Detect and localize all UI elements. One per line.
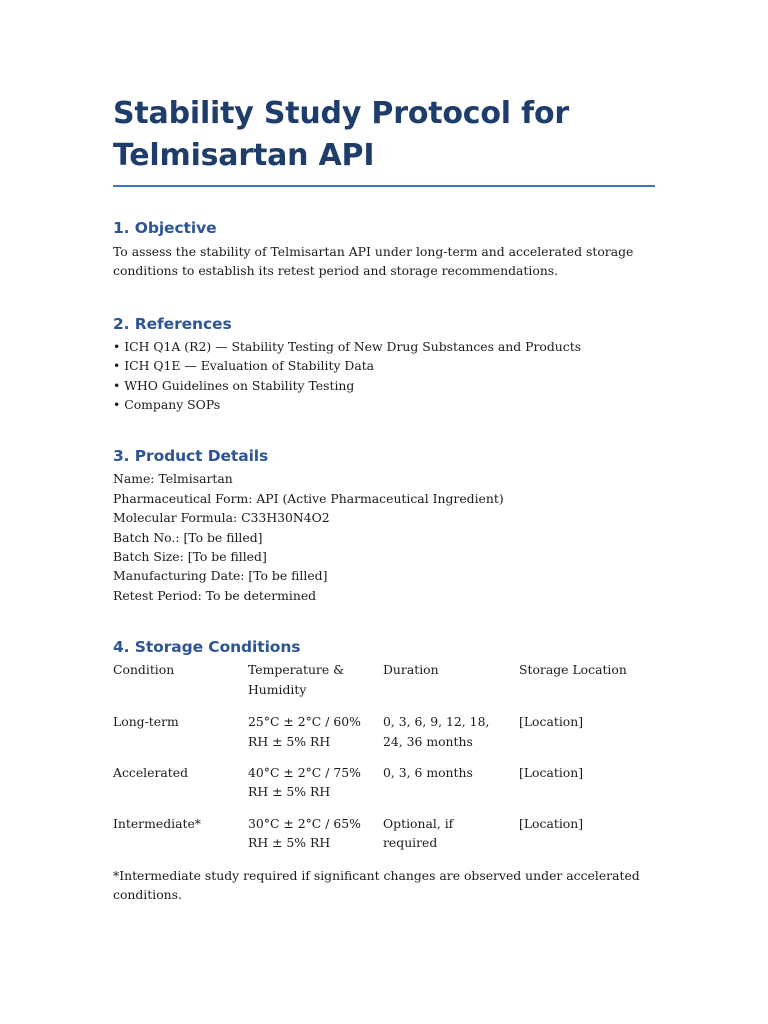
product-details-heading: 3. Product Details <box>113 447 269 466</box>
table-cell: [Location] <box>519 714 584 730</box>
table-cell: 25°C ± 2°C / 60% RH ± 5% RH <box>248 714 361 749</box>
product-name: Name: Telmisartan <box>113 471 233 487</box>
table-cell: [Location] <box>519 764 584 780</box>
product-batch-no: Batch No.: [To be filled] <box>113 529 263 545</box>
product-form: Pharmaceutical Form: API (Active Pharmaceutical Ingredient) <box>113 490 504 506</box>
product-formula: Molecular Formula: C33H30N4O2 <box>113 510 330 526</box>
table-row <box>113 712 655 763</box>
references-list <box>113 337 655 415</box>
table-row <box>113 814 655 865</box>
product-retest-period: Retest Period: To be determined <box>113 587 317 603</box>
reference-item: • Company SOPs <box>113 397 221 413</box>
table-cell: 0, 3, 6, 9, 12, 18, 24, 36 months <box>383 714 490 749</box>
storage-footnote: *Intermediate study required if significant changes are observed under accelerated conditions. <box>113 867 640 902</box>
column-header-temperature-humidity: Temperature & Humidity <box>248 662 345 697</box>
column-header-duration: Duration <box>383 662 439 678</box>
document-title: Stability Study Protocol for Telmisartan API <box>113 93 655 187</box>
table-header-row <box>113 660 655 712</box>
table-cell: Long-term <box>113 714 179 730</box>
storage-conditions-heading: 4. Storage Conditions <box>113 638 301 657</box>
table-cell: Optional, if required <box>383 815 454 851</box>
reference-item: • WHO Guidelines on Stability Testing <box>113 377 355 393</box>
table-cell: Intermediate* <box>113 815 201 831</box>
table-cell: 40°C ± 2°C / 75% RH ± 5% RH <box>248 764 361 800</box>
reference-item: • ICH Q1E — Evaluation of Stability Data <box>113 358 375 374</box>
table-cell: [Location] <box>519 815 584 831</box>
product-details-list <box>113 469 655 605</box>
column-header-condition: Condition <box>113 662 175 678</box>
table-cell: Accelerated <box>113 764 189 780</box>
table-cell: 0, 3, 6 months <box>383 764 473 780</box>
table-row <box>113 763 655 814</box>
product-batch-size: Batch Size: [To be filled] <box>113 549 267 565</box>
storage-conditions-table <box>113 660 655 864</box>
table-cell: 30°C ± 2°C / 65% RH ± 5% RH <box>248 815 361 851</box>
objective-text: To assess the stability of Telmisartan API under long-term and accelerated storage conditions to establish its retest period and storage recommendations. <box>113 244 634 279</box>
reference-item: • ICH Q1A (R2) — Stability Testing of New Drug Substances and Products <box>113 338 582 354</box>
objective-heading: 1. Objective <box>113 219 217 237</box>
document-page <box>113 93 655 904</box>
product-manufacturing-date: Manufacturing Date: [To be filled] <box>113 568 328 584</box>
column-header-storage-location: Storage Location <box>519 662 627 678</box>
references-heading: 2. References <box>113 314 232 333</box>
